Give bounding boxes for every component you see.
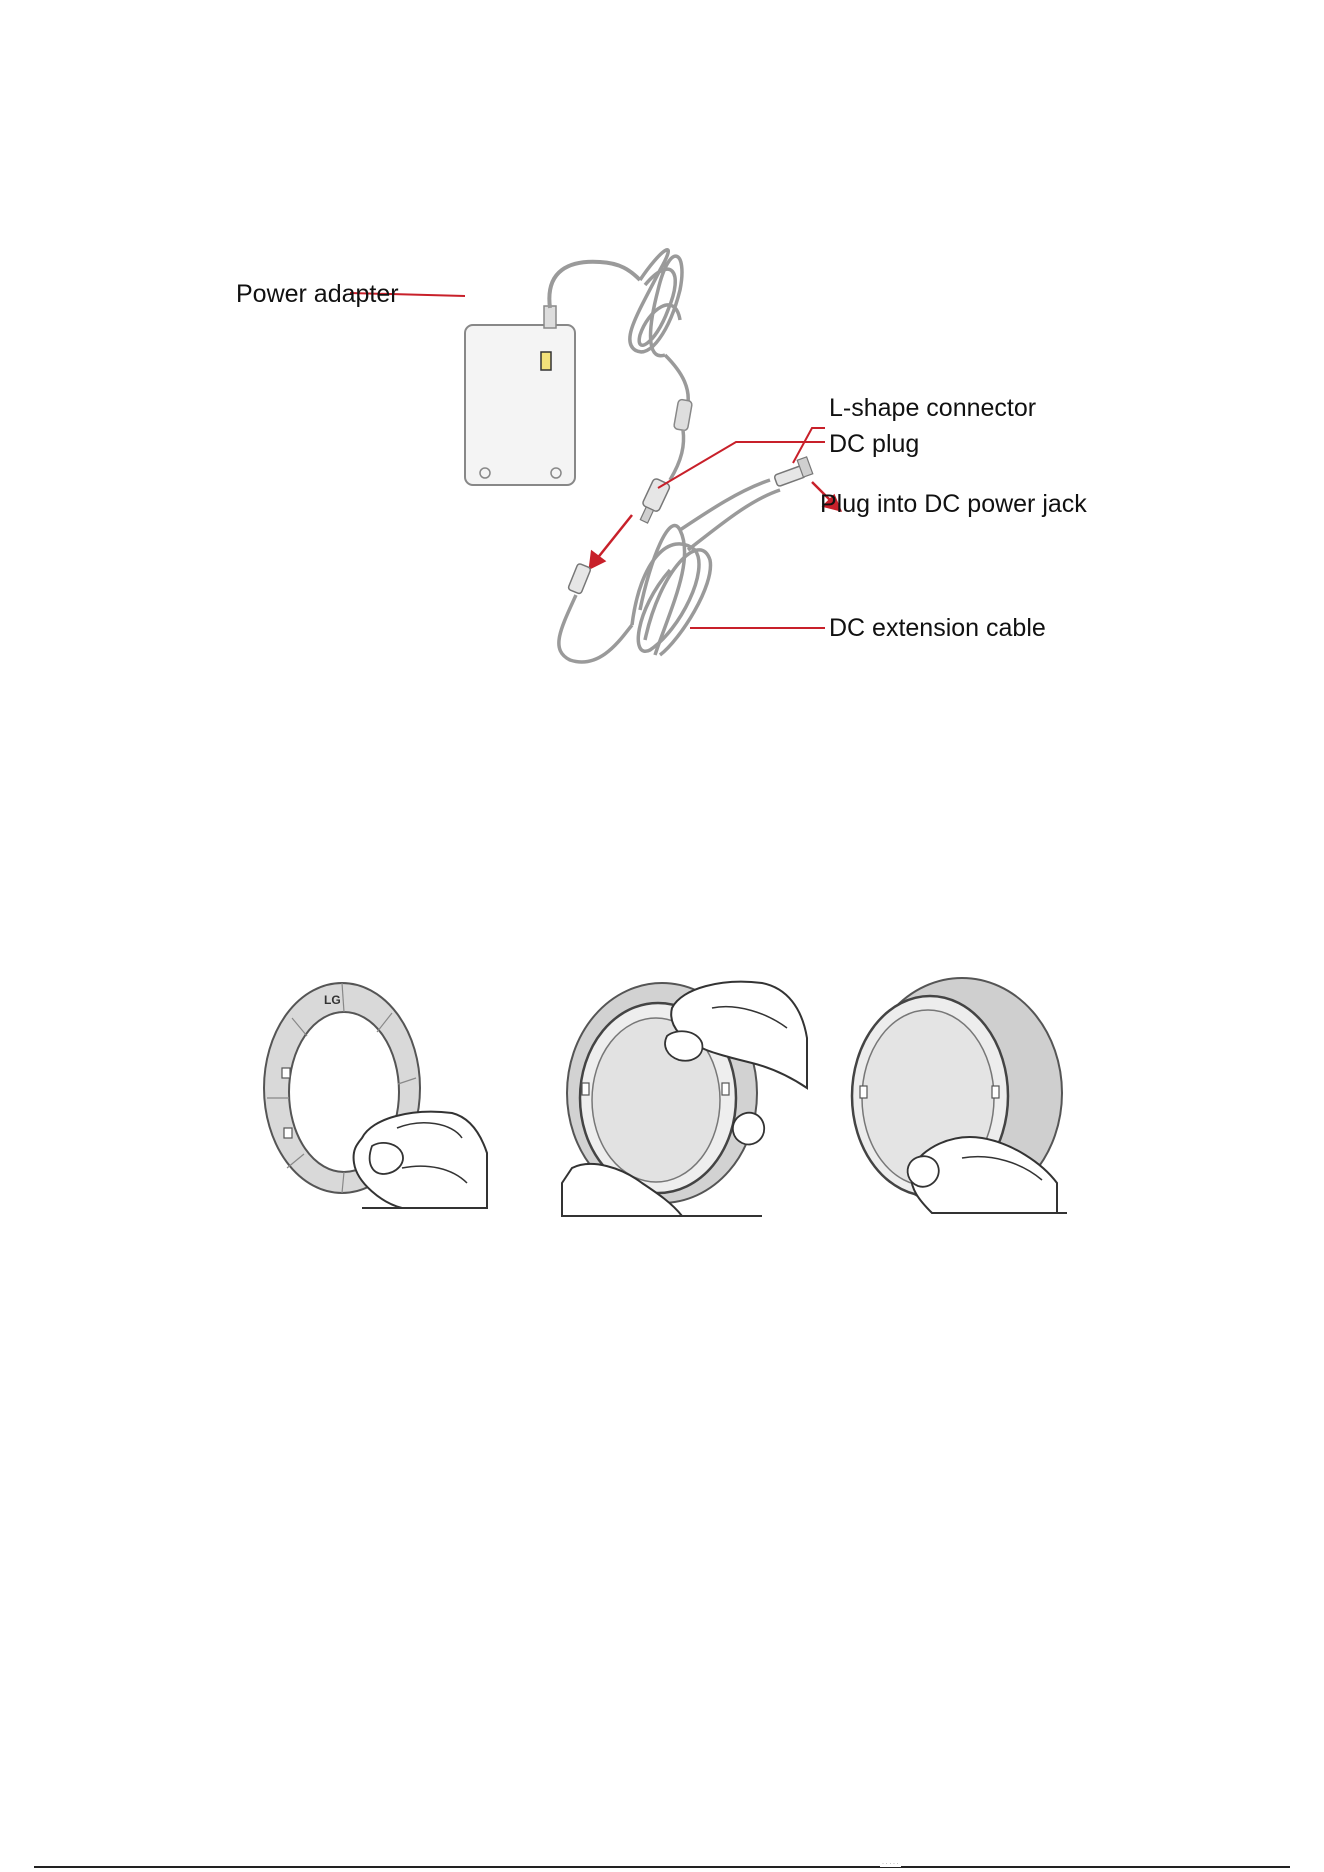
label-dc-plug: DC plug xyxy=(829,430,920,458)
leader-l-shape xyxy=(793,428,825,463)
dc-plug xyxy=(636,478,671,525)
label-dc-extension-cable: DC extension cable xyxy=(829,614,1046,642)
label-power-adapter: Power adapter xyxy=(236,280,399,308)
upper-cable-coil xyxy=(630,250,688,415)
power-adapter-led xyxy=(541,352,551,370)
ring-panel-1 xyxy=(262,968,492,1218)
ring-logo: LG xyxy=(324,993,341,1007)
power-adapter-body xyxy=(465,325,575,485)
extension-socket xyxy=(568,563,591,594)
adapter-cable xyxy=(549,262,640,308)
footer-note: · · · · · xyxy=(882,1861,899,1867)
label-plug-into-dc-power-jack: Plug into DC power jack xyxy=(820,490,1087,518)
power-adapter-figure xyxy=(236,230,1120,660)
insert-arrow xyxy=(590,515,632,568)
ring-panel-2 xyxy=(562,968,812,1218)
ring-filter-figure xyxy=(262,968,1092,1228)
label-l-shape-connector: L-shape connector xyxy=(829,394,1037,422)
footer-rule xyxy=(34,1866,1290,1868)
ring-panel-3 xyxy=(842,968,1072,1218)
